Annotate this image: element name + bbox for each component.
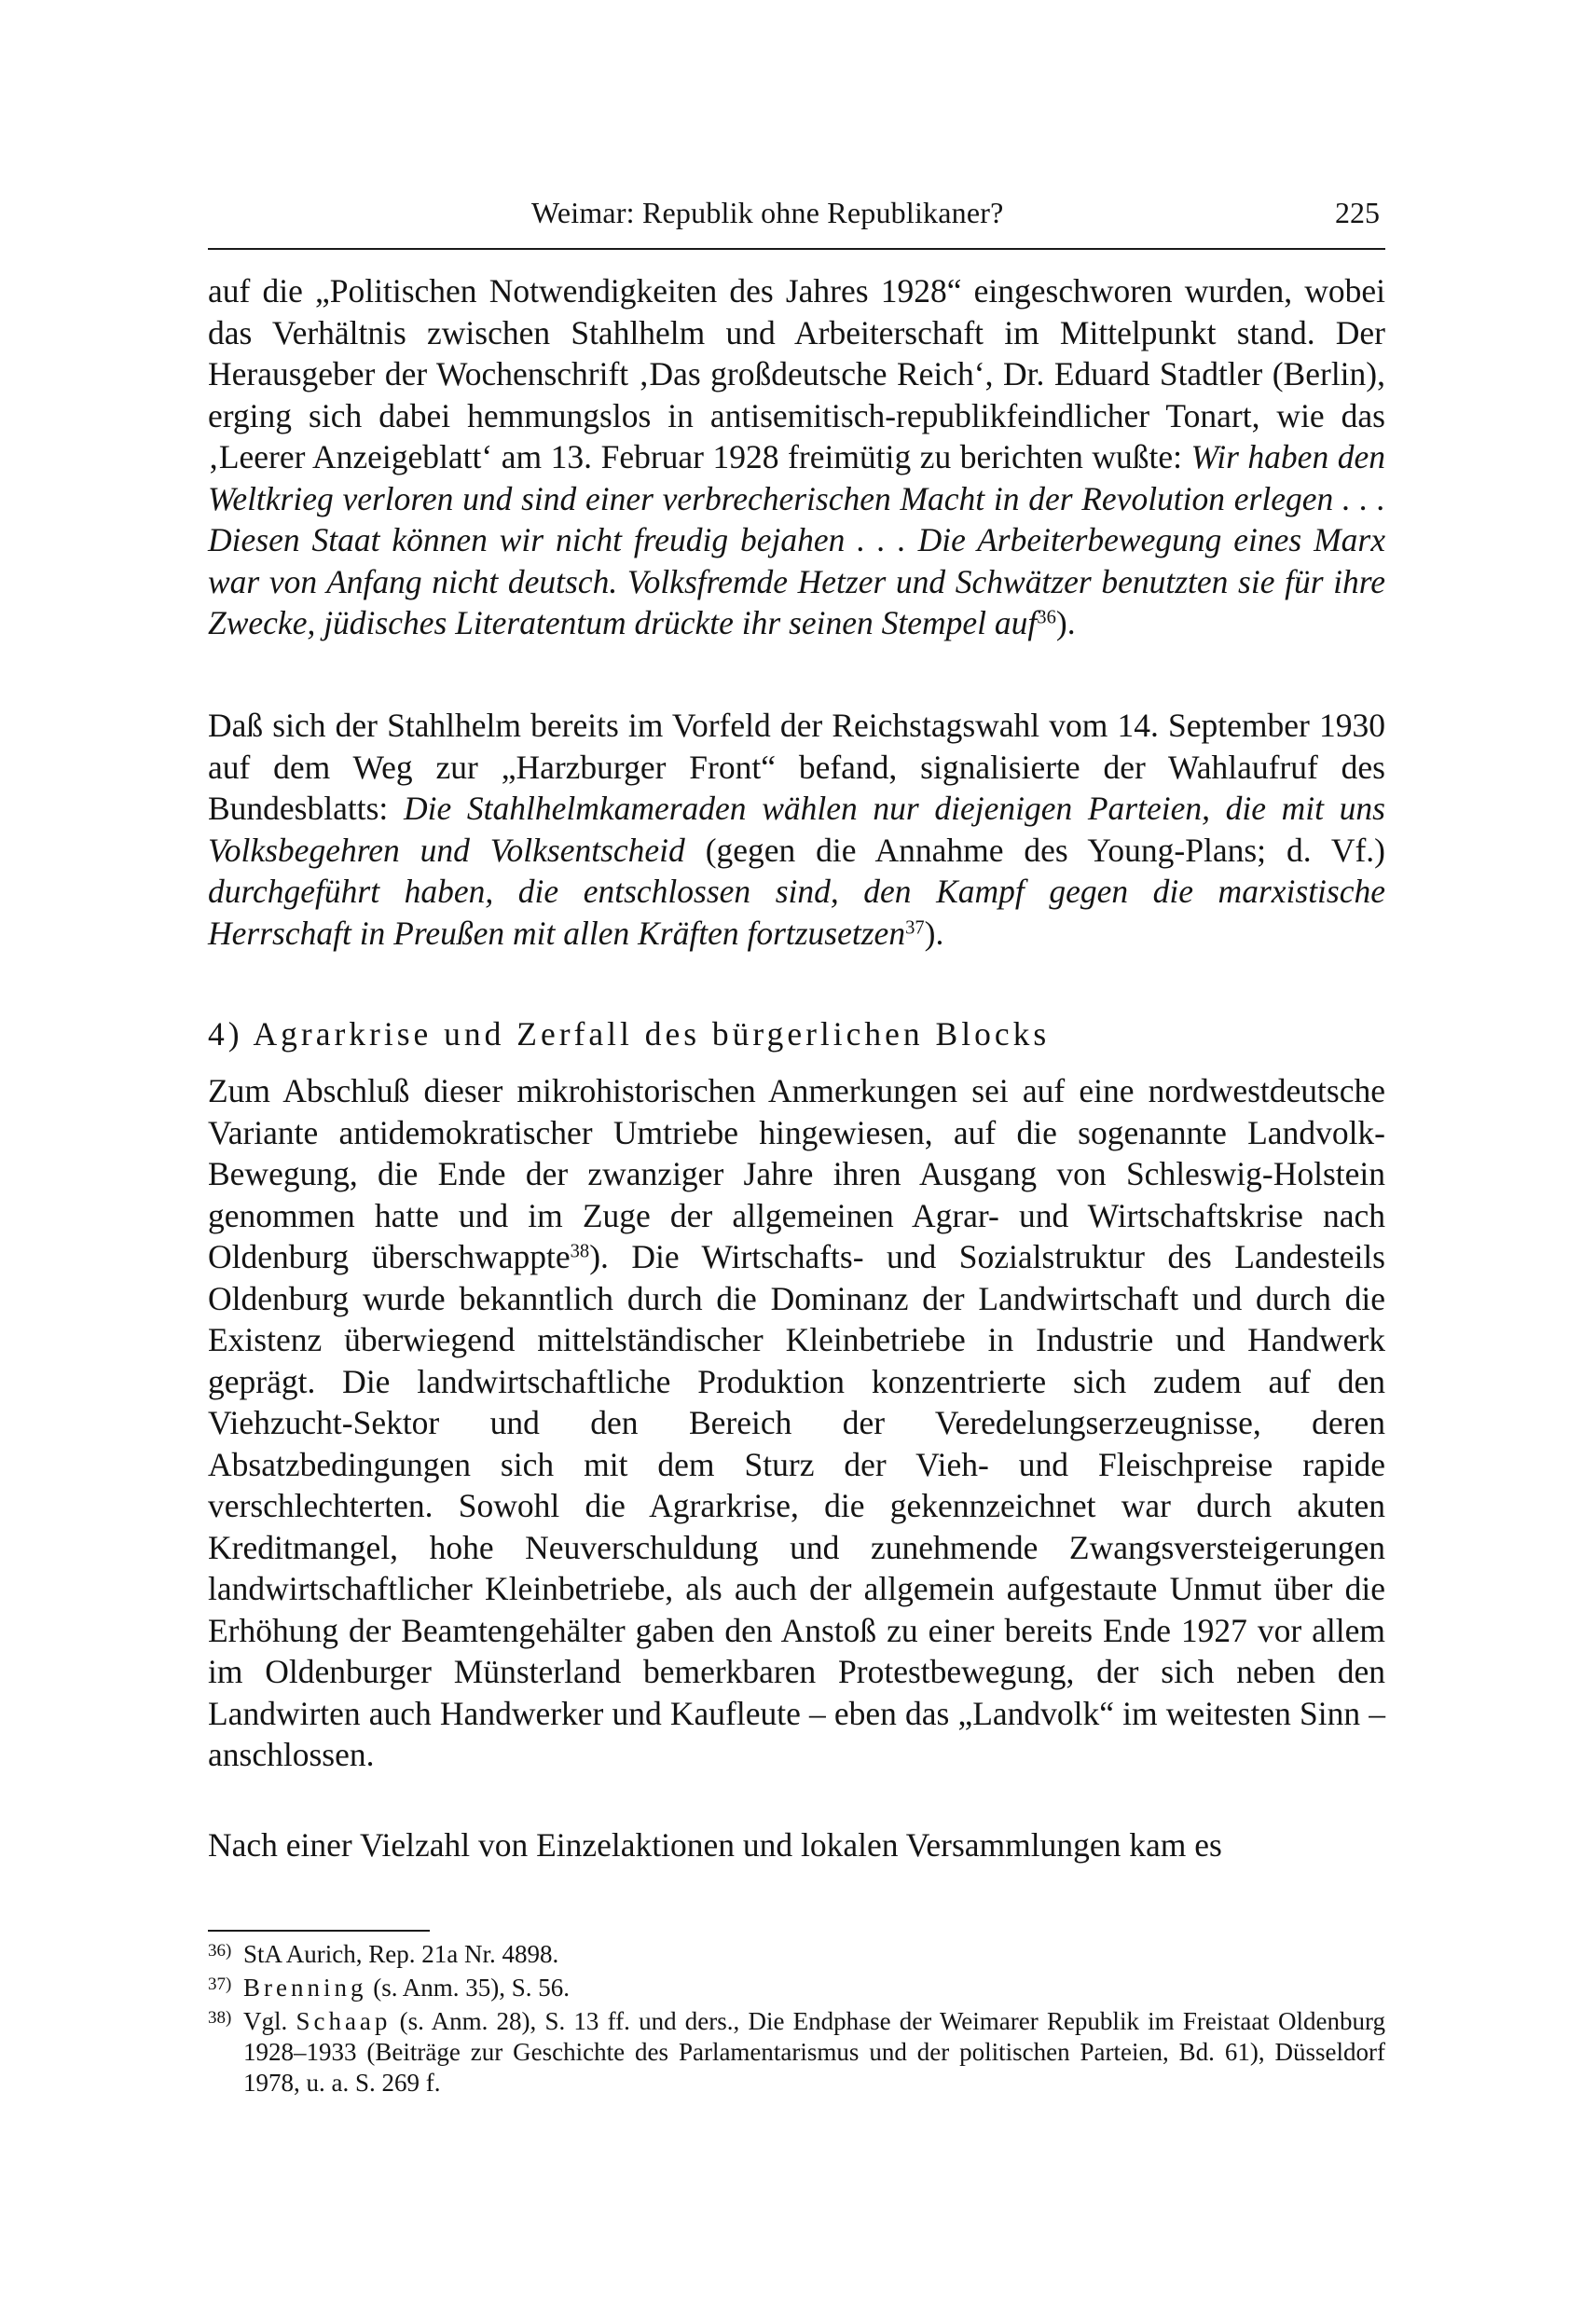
paragraph-1 — [208, 270, 1385, 644]
running-title: Weimar: Republik ohne Republikaner? — [531, 196, 1004, 229]
paragraph-3 — [208, 1070, 1385, 1776]
paragraph-2-text: Daß sich der Stahlhelm bereits im Vorfeld der Reichstagswahl vom 14. September 1930 auf dem Weg zur „Harzburger Front“ befand, signalisierte der Wahlaufruf des Bundesblatts: — [208, 707, 1385, 827]
paragraph-2 — [208, 705, 1385, 954]
paragraph-2-end: ). — [924, 914, 944, 952]
footnote-38-prefix: Vgl. — [243, 2007, 296, 2035]
paragraph-3-rest: ). Die Wirtschafts- und Sozialstruktur des Landesteils Oldenburg wurde bekanntlich durch die Dominanz der Landwirtschaft und durch die Existenz überwiegend mittelständischer Kleinbetriebe in Industrie und Handwerk geprägt. Die landwirtschaftliche Produktion konzentrierte sich zudem auf den Viehzucht-Sektor und den Bereich der Veredelungserzeugnisse, deren Absatzbedingungen sich mit dem Sturz der Vieh- und Fleischpreise rapide verschlechterten. Sowohl die Agrarkrise, die gekennzeichnet war durch akuten Kreditmangel, hohe Neuverschuldung und zunehmende Zwangsversteigerungen landwirtschaftlicher Kleinbetriebe, als auch der allgemein aufgestaute Unmut über die Erhöhung der Beamtengehälter gaben den Anstoß zu einer bereits Ende 1927 vor allem im Oldenburger Münsterland bemerkbaren Protestbewegung, der sich neben den Landwirten auch Handwerker und Kaufleute – eben das „Landvolk“ im weitesten Sinn – anschlossen. — [208, 1238, 1385, 1773]
footnote-38 — [208, 2006, 1385, 2099]
footnote-marker: 38) — [208, 2008, 232, 2028]
paragraph-2-quote-a: Die Stahlhelmkameraden wählen nur diejenigen Parteien, die mit uns Volksbegehren und Volksentscheid — [208, 790, 1385, 869]
footnote-38-text: (s. Anm. 28), S. 13 ff. und ders., Die Endphase der Weimarer Republik im Freistaat Oldenburg 1928–1933 (Beiträge zur Geschichte des Parlamentarismus und der politischen Parteien, Bd. 61), Düsseldorf 1978, u. a. S. 269 f. — [243, 2007, 1385, 2097]
section-heading: 4) Agrarkrise und Zerfall des bürgerlichen Blocks — [208, 1015, 1051, 1053]
paragraph-1-end: ). — [1055, 604, 1076, 641]
footnote-ref-38: 38 — [570, 1241, 590, 1262]
paragraph-1-quote: Wir haben den Weltkrieg verloren und sind einer verbrecherischen Macht in der Revolution erlegen . . . Diesen Staat können wir nicht freudig bejahen . . . Die Arbeiterbewegung eines Marx war von Anfang nicht deutsch. Volksfremde Hetzer und Schwätzer benutzten sie für ihre Zwecke, jüdisches Literatentum drückte ihr seinen Stempel auf — [208, 438, 1385, 641]
paragraph-4 — [208, 1824, 1385, 1866]
footnote-37-text: (s. Anm. 35), S. 56. — [366, 1974, 571, 2002]
running-header — [208, 186, 1385, 250]
paragraph-1-text: auf die „Politischen Notwendigkeiten des Jahres 1928“ eingeschworen wurden, wobei das Verhältnis zwischen Stahlhelm und Arbeiterschaft im Mittelpunkt stand. Der Herausgeber der Wochenschrift ‚Das großdeutsche Reich‘, Dr. Eduard Stadtler (Berlin), erging sich dabei hemmungslos in antisemitisch-republikfeindlicher Tonart, wie das ‚Leerer Anzeigeblatt‘ am 13. Februar 1928 freimütig zu berichten wußte: — [208, 272, 1385, 475]
footnote-36 — [208, 1939, 1385, 1973]
footnote-38-author: Schaap — [296, 2007, 392, 2035]
footnote-divider — [208, 1930, 430, 1932]
paragraph-3-text: Zum Abschluß dieser mikrohistorischen Anmerkungen sei auf eine nordwestdeutsche Variante antidemokratischer Umtriebe hingewiesen, auf die sogenannte Landvolk-Bewegung, die Ende der zwanziger Jahre ihren Ausgang von Schleswig-Holstein genommen hatte und im Zuge der allgemeinen Agrar- und Wirtschaftskrise nach Oldenburg überschwappte — [208, 1072, 1385, 1275]
paragraph-4-text: Nach einer Vielzahl von Einzelaktionen und lokalen Versammlungen kam es — [208, 1826, 1222, 1864]
footnote-marker: 36) — [208, 1941, 232, 1961]
page-number: 225 — [1335, 196, 1380, 229]
footnotes — [208, 1939, 1385, 2099]
footnote-text — [243, 1973, 1385, 2003]
paragraph-2-insert: (gegen die Annahme des Young-Plans; d. Vf.) — [684, 831, 1385, 869]
footnote-text — [243, 1939, 1385, 1970]
footnote-text — [243, 2006, 1385, 2099]
footnote-36-text: StA Aurich, Rep. 21a Nr. 4898. — [243, 1940, 559, 1968]
footnote-37 — [208, 1973, 1385, 2006]
footnote-ref-37: 37 — [905, 917, 925, 939]
footnote-marker: 37) — [208, 1975, 232, 1994]
footnote-37-author: Brenning — [243, 1974, 367, 2002]
paragraph-2-quote-b: durchgeführt haben, die entschlossen sind, den Kampf gegen die marxistische Herrschaft in Preußen mit allen Kräften fortzusetzen — [208, 873, 1385, 952]
footnote-ref-36: 36 — [1037, 607, 1056, 628]
